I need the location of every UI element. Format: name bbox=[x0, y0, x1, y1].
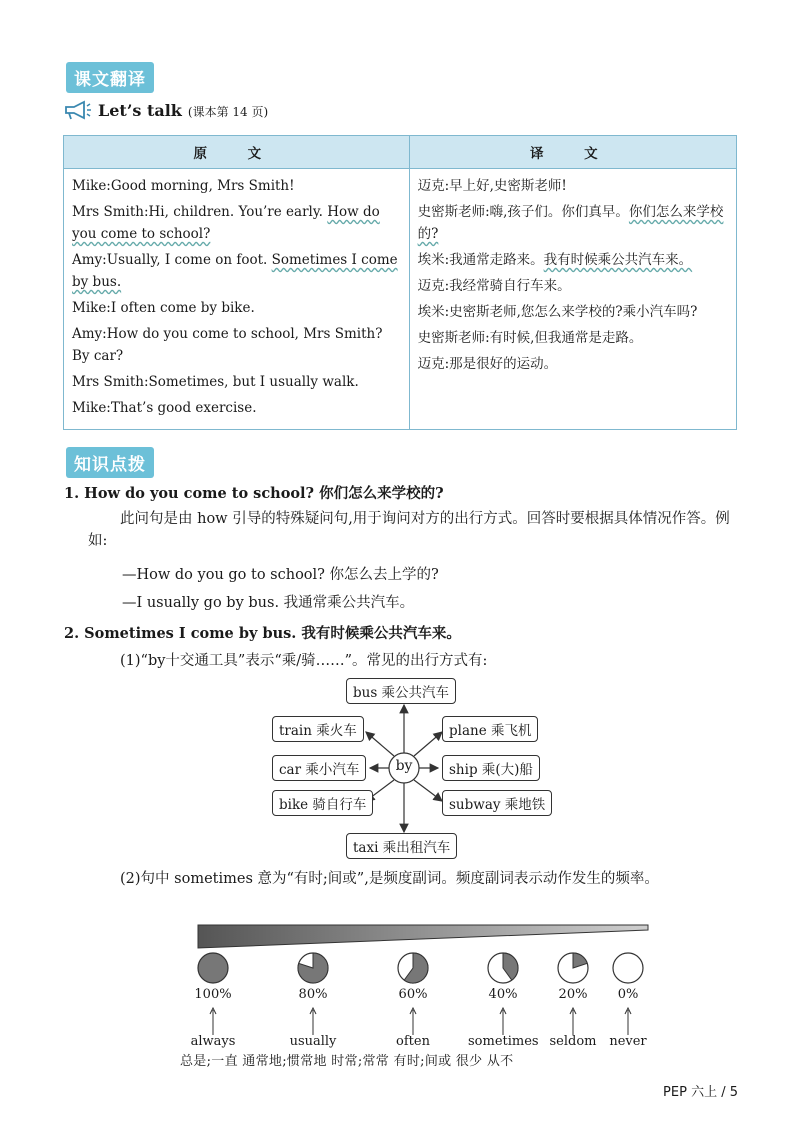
frequency-word-often: often bbox=[396, 1034, 430, 1049]
transport-taxi: taxi 乘出租汽车 bbox=[346, 833, 457, 859]
transport-subway: subway 乘地铁 bbox=[442, 790, 552, 816]
column-header-translation: 译 文 bbox=[409, 136, 736, 169]
frequency-pie-never bbox=[613, 953, 643, 983]
table-row: Amy:How do you come to school, Mrs Smith? By car? bbox=[72, 326, 383, 364]
page-number: PEP 六上 / 5 bbox=[663, 1085, 738, 1100]
transport-ship: ship 乘(大)船 bbox=[442, 755, 540, 781]
example-answer: —I usually go by bus. 我通常乘公共汽车。 bbox=[122, 595, 415, 611]
example-question: —How do you go to school? 你怎么去上学的? bbox=[122, 567, 439, 583]
point-2-sub2: (2)句中 sometimes 意为“有时;间或”,是频度副词。频度副词表示动作发生的频率。 bbox=[120, 871, 659, 887]
transport-train: train 乘火车 bbox=[272, 716, 364, 742]
diagram-center-by: by bbox=[395, 758, 413, 774]
table-row: Mike:Good morning, Mrs Smith! bbox=[72, 178, 295, 194]
table-row: 迈克:我经常骑自行车来。 bbox=[417, 278, 571, 294]
section-tag-translation: 课文翻译 bbox=[66, 62, 154, 93]
frequency-percent-never: 0% bbox=[617, 987, 639, 1002]
table-row: Amy:Usually, I come on foot. Sometimes I come by bus. bbox=[72, 252, 398, 290]
table-row: 史密斯老师:有时候,但我通常是走路。 bbox=[417, 330, 643, 346]
table-row: Mrs Smith:Hi, children. You’re early. How do you come to school? bbox=[72, 204, 380, 242]
table-row: Mike:That’s good exercise. bbox=[72, 400, 257, 416]
frequency-percent-usually: 80% bbox=[298, 987, 328, 1002]
frequency-percent-seldom: 20% bbox=[558, 987, 588, 1002]
transport-plane: plane 乘飞机 bbox=[442, 716, 538, 742]
frequency-word-always: always bbox=[190, 1034, 236, 1049]
column-header-original: 原 文 bbox=[64, 136, 410, 169]
frequency-percent-sometimes: 40% bbox=[488, 987, 518, 1002]
point-1-paragraph: 此问句是由 how 引导的特殊疑问句,用于询问对方的出行方式。回答时要根据具体情况作答。例如: bbox=[88, 511, 730, 549]
frequency-percent-often: 60% bbox=[398, 987, 428, 1002]
frequency-chinese-meanings: 总是;一直 通常地;惯常地 时常;常常 有时;间或 很少 从不 bbox=[180, 1054, 514, 1069]
frequency-gradient-bar bbox=[198, 925, 648, 948]
frequency-percent-always: 100% bbox=[194, 987, 232, 1002]
table-row: Mike:I often come by bike. bbox=[72, 300, 255, 316]
transport-car: car 乘小汽车 bbox=[272, 755, 366, 781]
table-row: 埃米:史密斯老师,您怎么来学校的?乘小汽车吗? bbox=[417, 304, 698, 320]
table-row: 埃米:我通常走路来。我有时候乘公共汽车来。 bbox=[417, 252, 693, 268]
talk-subtitle: (课本第 14 页) bbox=[187, 104, 269, 119]
section-tag-knowledge: 知识点拨 bbox=[66, 447, 154, 478]
point-2-sub1: (1)“by十交通工具”表示“乘/骑……”。常见的出行方式有: bbox=[120, 653, 488, 669]
transport-bus: bus 乘公共汽车 bbox=[346, 678, 456, 704]
frequency-word-never: never bbox=[609, 1034, 647, 1049]
frequency-word-sometimes: sometimes bbox=[468, 1034, 539, 1049]
frequency-word-usually: usually bbox=[289, 1034, 337, 1049]
frequency-pie-always bbox=[198, 953, 228, 983]
table-row: 迈克:那是很好的运动。 bbox=[417, 356, 558, 372]
point-1-heading: 1. How do you come to school? 你们怎么来学校的? bbox=[64, 485, 444, 502]
table-row: Mrs Smith:Sometimes, but I usually walk. bbox=[72, 374, 359, 390]
table-row: 史密斯老师:嗨,孩子们。你们真早。你们怎么来学校的? bbox=[417, 204, 724, 242]
frequency-word-seldom: seldom bbox=[549, 1034, 597, 1049]
talk-title-text: Let’s talk bbox=[98, 100, 182, 120]
point-2-heading: 2. Sometimes I come by bus. 我有时候乘公共汽车来。 bbox=[64, 625, 461, 642]
transport-bike: bike 骑自行车 bbox=[272, 790, 373, 816]
table-row: 迈克:早上好,史密斯老师! bbox=[417, 178, 567, 194]
